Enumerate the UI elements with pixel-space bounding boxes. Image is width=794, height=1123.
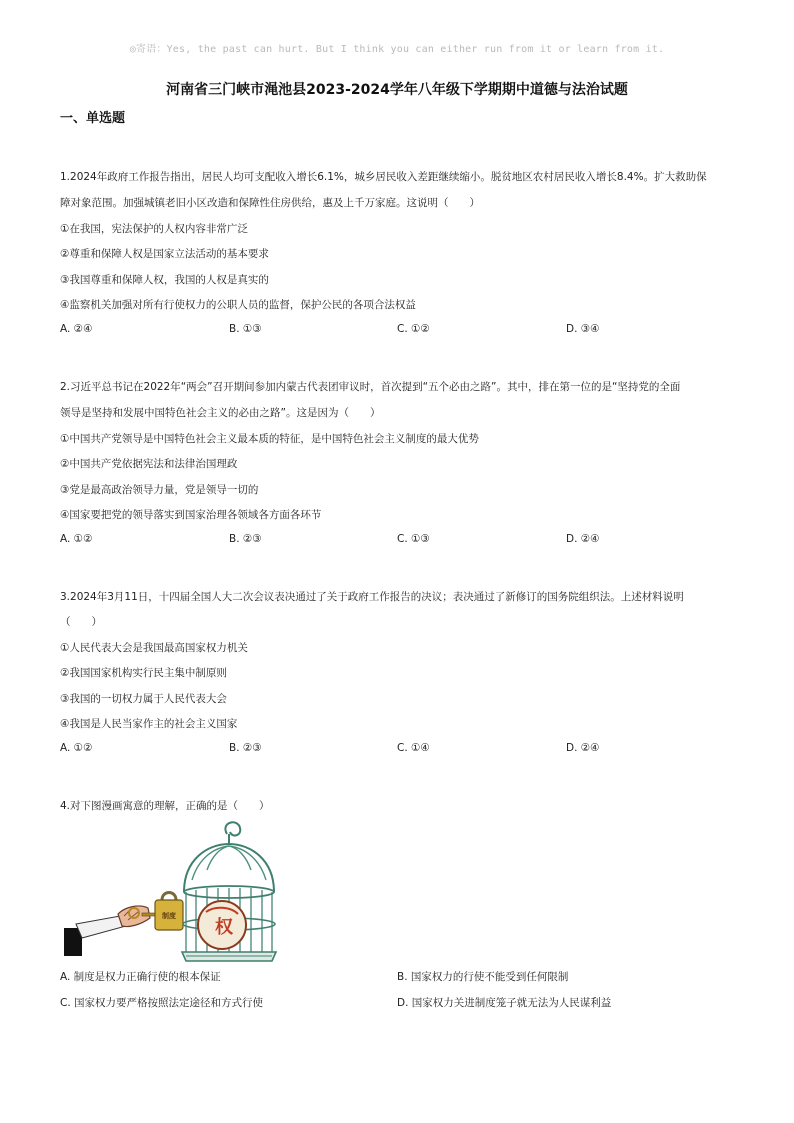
power-ball-label: 权 [215, 917, 233, 938]
question-2-statement-3: ③党是最高政治领导力量，党是领导一切的 [60, 484, 259, 496]
header-watermark: ◎寄语：Yes, the past can hurt. But I think you can either run from it or learn from it. [129, 44, 665, 55]
question-1-option-b[interactable]: B. ①③ [229, 323, 262, 335]
question-3-option-b[interactable]: B. ②③ [229, 742, 262, 754]
question-1-option-c[interactable]: C. ①② [397, 323, 430, 335]
question-2-statement-2: ②中国共产党依据宪法和法律治国理政 [60, 458, 238, 470]
question-3-option-d[interactable]: D. ②④ [566, 742, 600, 754]
question-1-statement-4: ④监察机关加强对所有行使权力的公职人员的监督，保护公民的各项合法权益 [60, 299, 416, 311]
question-2-statement-4: ④国家要把党的领导落实到国家治理各领域各方面各环节 [60, 509, 322, 521]
question-1-stem-line-1: 1.2024年政府工作报告指出，居民人均可支配收入增长6.1%，城乡居民收入差距继续缩小。脱贫地区农村居民收入增长8.4%。扩大救助保 [60, 171, 707, 183]
question-3-statement-4: ④我国是人民当家作主的社会主义国家 [60, 718, 238, 730]
question-3-statement-1: ①人民代表大会是我国最高国家权力机关 [60, 642, 248, 654]
shirt-cuff [76, 916, 126, 938]
question-2-stem-line-1: 2.习近平总书记在2022年“两会”召开期间参加内蒙古代表团审议时，首次提到“五个必由之路”。其中，排在第一位的是“坚持党的全面 [60, 381, 681, 393]
key-shaft [142, 913, 156, 916]
question-3-option-c[interactable]: C. ①④ [397, 742, 430, 754]
question-3-statement-3: ③我国的一切权力属于人民代表大会 [60, 693, 227, 705]
question-2-stem-line-2: 领导是坚持和发展中国特色社会主义的必由之路”。这是因为（ ） [60, 407, 381, 419]
question-4-option-c[interactable]: C. 国家权力要严格按照法定途径和方式行使 [60, 997, 264, 1009]
question-1-option-d[interactable]: D. ③④ [566, 323, 600, 335]
question-3-option-a[interactable]: A. ①② [60, 742, 93, 754]
question-4-stem: 4.对下图漫画寓意的理解，正确的是（ ） [60, 800, 270, 812]
padlock-shackle [162, 893, 176, 901]
question-1-statement-3: ③我国尊重和保障人权，我国的人权是真实的 [60, 274, 269, 286]
question-1-statement-1: ①在我国，宪法保护的人权内容非常广泛 [60, 223, 248, 235]
question-4-option-a[interactable]: A. 制度是权力正确行使的根本保证 [60, 971, 221, 983]
question-3-stem-line-2: （ ） [60, 616, 102, 628]
question-2-statement-1: ①中国共产党领导是中国特色社会主义最本质的特征，是中国特色社会主义制度的最大优势 [60, 433, 479, 445]
question-1-option-a[interactable]: A. ②④ [60, 323, 93, 335]
section-heading: 一、单选题 [60, 111, 126, 126]
question-2-option-d[interactable]: D. ②④ [566, 533, 600, 545]
exam-title: 河南省三门峡市渑池县2023-2024学年八年级下学期期中道德与法治试题 [166, 82, 628, 98]
cage-hook [225, 822, 240, 835]
question-1-statement-2: ②尊重和保障人权是国家立法活动的基本要求 [60, 248, 269, 260]
question-2-option-b[interactable]: B. ②③ [229, 533, 262, 545]
cartoon-power-in-cage [62, 820, 292, 965]
question-4-option-d[interactable]: D. 国家权力关进制度笼子就无法为人民谋利益 [397, 997, 612, 1009]
question-2-option-c[interactable]: C. ①③ [397, 533, 430, 545]
question-3-statement-2: ②我国国家机构实行民主集中制原则 [60, 667, 227, 679]
question-4-option-b[interactable]: B. 国家权力的行使不能受到任何限制 [397, 971, 569, 983]
question-3-stem-line-1: 3.2024年3月11日，十四届全国人大二次会议表决通过了关于政府工作报告的决议；表决通过了新修订的国务院组织法。上述材料说明 [60, 591, 684, 603]
padlock-label: 制度 [162, 912, 176, 920]
question-2-option-a[interactable]: A. ①② [60, 533, 93, 545]
question-1-stem-line-2: 障对象范围。加强城镇老旧小区改造和保障性住房供给，惠及上千万家庭。这说明（ ） [60, 197, 480, 209]
